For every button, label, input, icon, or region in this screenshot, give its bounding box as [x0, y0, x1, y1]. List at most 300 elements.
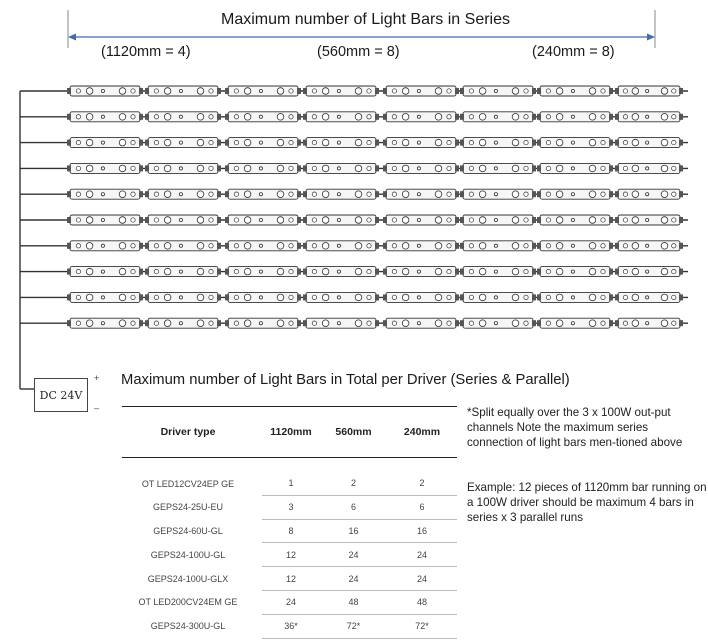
led-dot: [322, 320, 329, 327]
bar-connector: [679, 165, 683, 171]
bar-connector: [383, 114, 387, 120]
mounting-hole: [289, 321, 293, 325]
led-dot: [435, 139, 442, 146]
led-dot: [179, 244, 182, 247]
bar-connector: [145, 140, 149, 146]
led-dot: [646, 115, 649, 118]
mounting-hole: [131, 192, 135, 196]
mounting-hole: [312, 295, 316, 299]
bar-connector: [139, 140, 143, 146]
led-dot: [101, 115, 104, 118]
led-dot: [197, 191, 204, 198]
led-dot: [661, 191, 668, 198]
mounting-hole: [524, 244, 528, 248]
value-1120mm-cell: 36*: [262, 614, 320, 638]
mounting-hole: [76, 140, 80, 144]
mounting-hole: [154, 140, 158, 144]
light-bar: [383, 138, 459, 148]
led-dot: [479, 294, 486, 301]
bar-connector: [609, 140, 613, 146]
led-dot: [197, 320, 204, 327]
bar-connector: [460, 217, 464, 223]
led-dot: [556, 165, 563, 172]
mounting-hole: [672, 269, 676, 273]
led-dot: [277, 217, 284, 224]
value-240mm-cell: 48: [387, 590, 457, 614]
light-bar: [225, 318, 301, 328]
mounting-hole: [76, 218, 80, 222]
value-1120mm-cell: 12: [262, 543, 320, 567]
mounting-hole: [469, 321, 473, 325]
driver-name-cell: GEPS24-100U-GL: [150, 549, 226, 560]
bar-connector: [375, 243, 379, 249]
led-dot: [355, 268, 362, 275]
bar-connector: [532, 217, 536, 223]
led-dot: [179, 115, 182, 118]
led-dot: [119, 139, 126, 146]
led-dot: [632, 191, 639, 198]
mounting-hole: [601, 192, 605, 196]
led-dot: [417, 270, 420, 273]
bar-connector: [537, 217, 541, 223]
led-dot: [661, 88, 668, 95]
value-240mm-cell: 6: [387, 495, 457, 519]
value-1120mm-cell: 3: [262, 495, 320, 519]
led-dot: [479, 191, 486, 198]
value-560mm-cell: 48: [320, 590, 387, 614]
mounting-hole: [76, 192, 80, 196]
led-dot: [179, 270, 182, 273]
led-dot: [512, 243, 519, 250]
mounting-hole: [392, 140, 396, 144]
light-bar: [615, 318, 683, 328]
light-bar: [67, 86, 143, 96]
led-dot: [632, 243, 639, 250]
light-bar-row: [20, 86, 688, 96]
led-dot: [417, 244, 420, 247]
led-dot: [355, 165, 362, 172]
mounting-hole: [289, 218, 293, 222]
bar-connector: [532, 191, 536, 197]
mounting-hole: [289, 295, 293, 299]
led-dot: [164, 294, 171, 301]
mounting-hole: [209, 192, 213, 196]
light-bar: [383, 215, 459, 225]
mounting-hole: [76, 269, 80, 273]
led-dot: [661, 294, 668, 301]
mounting-hole: [367, 166, 371, 170]
led-dot: [479, 243, 486, 250]
mounting-hole: [447, 218, 451, 222]
bar-connector: [297, 165, 301, 171]
led-dot: [494, 244, 497, 247]
led-dot: [402, 217, 409, 224]
led-dot: [101, 167, 104, 170]
led-dot: [417, 115, 420, 118]
led-dot: [646, 141, 649, 144]
mounting-hole: [672, 244, 676, 248]
bar-connector: [679, 217, 683, 223]
led-dot: [355, 139, 362, 146]
mounting-hole: [154, 321, 158, 325]
mounting-hole: [289, 269, 293, 273]
bar-connector: [455, 217, 459, 223]
power-supply-box: [34, 378, 88, 412]
bar-connector: [537, 320, 541, 326]
bar-connector: [375, 320, 379, 326]
bar-connector: [609, 320, 613, 326]
bar-connector: [609, 294, 613, 300]
led-dot: [417, 218, 420, 221]
bar-connector: [225, 243, 229, 249]
bar-connector: [297, 243, 301, 249]
mounting-hole: [524, 166, 528, 170]
bar-connector: [383, 294, 387, 300]
power-supply-label: DC 24V: [39, 388, 83, 402]
led-dot: [435, 320, 442, 327]
bar-connector: [679, 191, 683, 197]
led-dot: [259, 218, 262, 221]
led-dot: [435, 268, 442, 275]
mounting-hole: [234, 295, 238, 299]
header-240mm: 240mm: [403, 426, 441, 438]
led-dot: [512, 294, 519, 301]
light-bar: [537, 267, 613, 277]
mounting-hole: [524, 218, 528, 222]
bar-connector: [139, 269, 143, 275]
led-dot: [402, 191, 409, 198]
mounting-hole: [312, 269, 316, 273]
bar-connector: [383, 88, 387, 94]
bar-connector: [139, 294, 143, 300]
light-bar: [537, 215, 613, 225]
mounting-hole: [154, 244, 158, 248]
bar-connector: [615, 269, 619, 275]
bar-connector: [532, 165, 536, 171]
mounting-hole: [601, 218, 605, 222]
bar-connector: [609, 243, 613, 249]
mounting-hole: [367, 321, 371, 325]
led-dot: [86, 320, 93, 327]
led-dot: [589, 268, 596, 275]
led-dot: [101, 218, 104, 221]
led-dot: [479, 139, 486, 146]
mounting-hole: [312, 115, 316, 119]
led-dot: [197, 165, 204, 172]
light-bar: [67, 318, 143, 328]
mounting-hole: [209, 244, 213, 248]
light-bar: [145, 86, 221, 96]
led-dot: [244, 139, 251, 146]
table-row: [122, 567, 457, 591]
bar-connector: [303, 294, 307, 300]
light-bar: [67, 112, 143, 122]
led-dot: [355, 191, 362, 198]
led-dot: [322, 243, 329, 250]
bar-connector: [383, 243, 387, 249]
led-dot: [244, 320, 251, 327]
mounting-hole: [623, 89, 627, 93]
mounting-hole: [447, 89, 451, 93]
led-dot: [494, 141, 497, 144]
led-dot: [179, 167, 182, 170]
led-dot: [119, 268, 126, 275]
mounting-hole: [312, 244, 316, 248]
mounting-hole: [234, 140, 238, 144]
led-dot: [661, 139, 668, 146]
mounting-hole: [289, 166, 293, 170]
light-bar: [145, 163, 221, 173]
light-bar: [303, 163, 379, 173]
value-560mm-cell: 2: [320, 472, 387, 495]
bar-connector: [679, 140, 683, 146]
led-dot: [86, 114, 93, 121]
led-dot: [119, 217, 126, 224]
mounting-hole: [312, 192, 316, 196]
bar-connector: [375, 191, 379, 197]
led-dot: [571, 296, 574, 299]
led-dot: [632, 268, 639, 275]
mounting-hole: [131, 244, 135, 248]
bar-connector: [67, 294, 71, 300]
light-bar: [460, 138, 536, 148]
light-bar: [383, 267, 459, 277]
light-bar-row: [20, 189, 688, 199]
bar-connector: [455, 191, 459, 197]
value-560mm-cell: 16: [320, 519, 387, 543]
led-dot: [259, 270, 262, 273]
led-dot: [119, 191, 126, 198]
led-dot: [244, 88, 251, 95]
bar-connector: [297, 114, 301, 120]
bar-connector: [615, 114, 619, 120]
bar-connector: [139, 320, 143, 326]
led-dot: [646, 167, 649, 170]
led-dot: [512, 165, 519, 172]
light-bar: [615, 189, 683, 199]
mounting-hole: [209, 89, 213, 93]
led-dot: [337, 89, 340, 92]
light-bar: [460, 267, 536, 277]
led-dot: [589, 217, 596, 224]
light-bar: [460, 215, 536, 225]
led-dot: [556, 217, 563, 224]
led-dot: [164, 217, 171, 224]
mounting-hole: [367, 115, 371, 119]
mounting-hole: [367, 140, 371, 144]
mounting-hole: [447, 321, 451, 325]
mounting-hole: [131, 166, 135, 170]
led-dot: [322, 88, 329, 95]
light-bar: [460, 241, 536, 251]
light-bar: [615, 86, 683, 96]
mounting-hole: [76, 115, 80, 119]
led-dot: [632, 139, 639, 146]
mounting-hole: [524, 321, 528, 325]
mounting-hole: [601, 295, 605, 299]
mounting-hole: [469, 115, 473, 119]
mounting-hole: [469, 269, 473, 273]
led-dot: [556, 88, 563, 95]
mounting-hole: [447, 115, 451, 119]
led-dot: [244, 165, 251, 172]
mounting-hole: [154, 295, 158, 299]
led-dot: [164, 114, 171, 121]
light-bar: [145, 241, 221, 251]
led-dot: [494, 270, 497, 273]
bar-connector: [615, 191, 619, 197]
bar-connector: [67, 269, 71, 275]
bar-connector: [225, 88, 229, 94]
led-dot: [86, 268, 93, 275]
led-dot: [661, 165, 668, 172]
mounting-hole: [546, 115, 550, 119]
mounting-hole: [546, 192, 550, 196]
led-dot: [556, 139, 563, 146]
mounting-hole: [447, 244, 451, 248]
led-dot: [512, 139, 519, 146]
led-dot: [571, 244, 574, 247]
light-bar: [145, 189, 221, 199]
led-dot: [402, 88, 409, 95]
led-dot: [402, 268, 409, 275]
light-bar: [225, 163, 301, 173]
light-bar: [460, 112, 536, 122]
mounting-hole: [289, 244, 293, 248]
mounting-hole: [154, 166, 158, 170]
header-560mm: 560mm: [335, 426, 372, 438]
bar-connector: [615, 165, 619, 171]
mounting-hole: [392, 295, 396, 299]
bar-connector: [609, 165, 613, 171]
led-dot: [355, 294, 362, 301]
led-dot: [435, 294, 442, 301]
mounting-hole: [76, 321, 80, 325]
led-dot: [661, 268, 668, 275]
bar-connector: [217, 191, 221, 197]
mounting-hole: [312, 166, 316, 170]
led-dot: [494, 115, 497, 118]
mounting-hole: [623, 295, 627, 299]
bar-connector: [460, 140, 464, 146]
mounting-hole: [392, 192, 396, 196]
mounting-hole: [131, 321, 135, 325]
bar-connector: [679, 269, 683, 275]
bar-connector: [460, 269, 464, 275]
led-dot: [632, 88, 639, 95]
bar-connector: [303, 243, 307, 249]
led-dot: [164, 165, 171, 172]
bar-connector: [145, 294, 149, 300]
bar-connector: [67, 88, 71, 94]
led-dot: [101, 89, 104, 92]
led-dot: [322, 294, 329, 301]
mounting-hole: [392, 166, 396, 170]
driver-name-cell: OT LED200CV24EM GE: [138, 597, 238, 608]
light-bar: [303, 189, 379, 199]
led-dot: [197, 294, 204, 301]
light-bar: [537, 86, 613, 96]
led-dot: [101, 270, 104, 273]
mounting-hole: [601, 166, 605, 170]
driver-name-cell: GEPS24-300U-GL: [150, 621, 226, 632]
bar-connector: [145, 269, 149, 275]
bar-connector: [460, 243, 464, 249]
led-dot: [589, 114, 596, 121]
led-dot: [556, 268, 563, 275]
bar-connector: [67, 217, 71, 223]
led-dot: [197, 139, 204, 146]
mounting-hole: [623, 140, 627, 144]
led-dot: [355, 88, 362, 95]
led-dot: [277, 320, 284, 327]
led-dot: [197, 243, 204, 250]
led-dot: [101, 296, 104, 299]
led-dot: [646, 218, 649, 221]
mounting-hole: [392, 321, 396, 325]
led-dot: [479, 320, 486, 327]
light-bar: [145, 138, 221, 148]
led-dot: [571, 115, 574, 118]
bar-connector: [303, 269, 307, 275]
value-1120mm-cell: 12: [262, 567, 320, 591]
bar-connector: [460, 320, 464, 326]
bar-connector: [297, 217, 301, 223]
light-bar: [537, 112, 613, 122]
bar-connector: [609, 217, 613, 223]
led-dot: [661, 243, 668, 250]
light-bar-row: [20, 318, 688, 328]
led-dot: [571, 193, 574, 196]
light-bar-row: [20, 292, 688, 302]
bar-connector: [217, 243, 221, 249]
led-dot: [661, 114, 668, 121]
mounting-hole: [367, 295, 371, 299]
bar-connector: [303, 165, 307, 171]
mounting-hole: [601, 89, 605, 93]
led-dot: [259, 89, 262, 92]
bar-connector: [139, 191, 143, 197]
bar-connector: [455, 140, 459, 146]
led-dot: [556, 243, 563, 250]
mounting-hole: [234, 192, 238, 196]
led-dot: [479, 268, 486, 275]
bar-connector: [679, 320, 683, 326]
led-dot: [244, 268, 251, 275]
led-dot: [402, 320, 409, 327]
table-header-row: [122, 407, 457, 458]
led-dot: [86, 217, 93, 224]
led-dot: [259, 322, 262, 325]
led-dot: [632, 165, 639, 172]
mounting-hole: [76, 295, 80, 299]
light-bar: [615, 241, 683, 251]
led-dot: [277, 191, 284, 198]
mounting-hole: [447, 140, 451, 144]
light-bar-row: [20, 163, 688, 173]
led-dot: [244, 217, 251, 224]
led-dot: [86, 243, 93, 250]
bar-connector: [303, 217, 307, 223]
bar-connector: [297, 140, 301, 146]
bar-connector: [303, 140, 307, 146]
bar-connector: [532, 114, 536, 120]
led-dot: [435, 165, 442, 172]
mounting-hole: [623, 321, 627, 325]
light-bar: [615, 292, 683, 302]
led-dot: [589, 88, 596, 95]
mounting-hole: [154, 192, 158, 196]
